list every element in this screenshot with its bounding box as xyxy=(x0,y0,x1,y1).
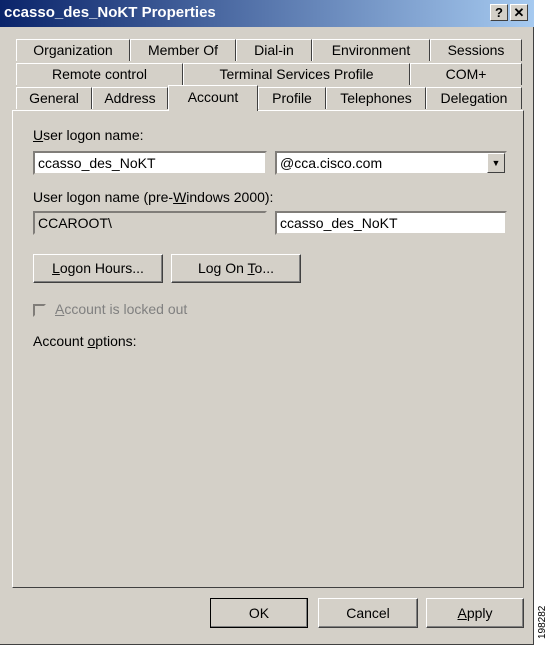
user-logon-name-input[interactable]: ccasso_des_NoKT xyxy=(33,151,267,175)
tab-environment[interactable]: Environment xyxy=(312,39,430,61)
log-on-to-button[interactable]: Log On To... xyxy=(171,254,301,283)
tab-com-plus[interactable]: COM+ xyxy=(410,63,522,85)
logon-hours-button[interactable]: Logon Hours... xyxy=(33,254,163,283)
tab-terminal-services-profile[interactable]: Terminal Services Profile xyxy=(183,63,410,85)
apply-button[interactable]: Apply xyxy=(426,598,524,628)
account-locked-label: Account is locked out xyxy=(55,301,188,317)
tab-sessions[interactable]: Sessions xyxy=(430,39,522,61)
dropdown-arrow-icon[interactable]: ▼ xyxy=(487,153,505,173)
tab-account[interactable]: Account xyxy=(168,85,258,111)
tab-delegation[interactable]: Delegation xyxy=(426,87,522,109)
tab-telephones[interactable]: Telephones xyxy=(326,87,426,109)
help-button[interactable]: ? xyxy=(490,4,508,21)
tab-general[interactable]: General xyxy=(16,87,92,109)
account-tab-panel xyxy=(12,110,524,588)
tab-organization[interactable]: Organization xyxy=(16,39,130,61)
upn-suffix-select[interactable] xyxy=(275,151,507,175)
pre-windows-2000-label: User logon name (pre-Windows 2000): xyxy=(33,189,274,205)
user-logon-name-label: User logon name: xyxy=(33,127,144,143)
tab-remote-control[interactable]: Remote control xyxy=(16,63,183,85)
tab-member-of[interactable]: Member Of xyxy=(130,39,236,61)
upn-suffix-value: @cca.cisco.com xyxy=(280,155,383,171)
tab-dial-in[interactable]: Dial-in xyxy=(236,39,312,61)
figure-number: 198282 xyxy=(537,605,548,640)
title-bar[interactable] xyxy=(0,0,534,27)
ok-button[interactable]: OK xyxy=(210,598,308,628)
pre-windows-2000-name-input[interactable]: ccasso_des_NoKT xyxy=(275,211,507,235)
pre-windows-2000-domain-field: CCAROOT\ xyxy=(33,211,267,235)
cancel-button[interactable]: Cancel xyxy=(318,598,418,628)
account-options-label: Account options: xyxy=(33,333,137,349)
close-button[interactable]: ✕ xyxy=(510,4,528,21)
account-locked-checkbox xyxy=(33,304,46,317)
tab-address[interactable]: Address xyxy=(92,87,168,109)
tab-profile[interactable]: Profile xyxy=(258,87,326,109)
window-title: ccasso_des_NoKT Properties xyxy=(4,4,216,21)
